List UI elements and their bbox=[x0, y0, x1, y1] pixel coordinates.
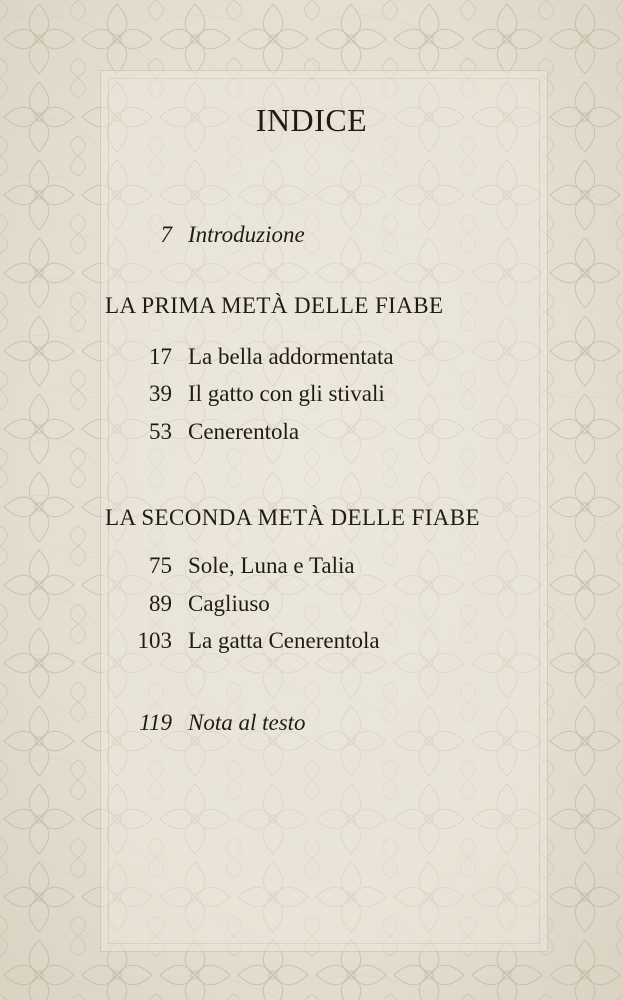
toc-entry bbox=[0, 589, 623, 619]
toc-page-number: 89 bbox=[149, 591, 172, 616]
toc-entry bbox=[0, 551, 623, 581]
toc-entry-title: Nota al testo bbox=[188, 710, 306, 735]
toc-entry-title: Sole, Luna e Talia bbox=[188, 553, 355, 578]
page-title: INDICE bbox=[255, 102, 368, 138]
toc-entry-note bbox=[0, 708, 623, 738]
toc-entry-intro bbox=[0, 220, 623, 250]
toc-page-number: 119 bbox=[139, 710, 172, 735]
toc-entry bbox=[0, 417, 623, 447]
toc-page-number: 17 bbox=[149, 344, 172, 369]
toc-page-number: 7 bbox=[160, 222, 172, 247]
toc-page-number: 53 bbox=[149, 419, 172, 444]
toc-entry-title: La gatta Cenerentola bbox=[188, 628, 380, 653]
toc-entry-title: Cagliuso bbox=[188, 591, 270, 616]
toc-page-number: 39 bbox=[149, 381, 172, 406]
toc-page-number: 75 bbox=[149, 553, 172, 578]
toc-page-number: 103 bbox=[137, 628, 172, 653]
toc-entry bbox=[0, 379, 623, 409]
section-heading-first-half: LA PRIMA METÀ DELLE FIABE bbox=[105, 293, 444, 318]
toc-entry bbox=[0, 342, 623, 372]
toc-entry-title: Introduzione bbox=[188, 222, 305, 247]
section-heading-second-half: LA SECONDA METÀ DELLE FIABE bbox=[105, 505, 480, 530]
toc-entry bbox=[0, 626, 623, 656]
toc-entry-title: Il gatto con gli stivali bbox=[188, 381, 385, 406]
toc-entry-title: Cenerentola bbox=[188, 419, 300, 444]
toc-entry-title: La bella addormentata bbox=[188, 344, 394, 369]
